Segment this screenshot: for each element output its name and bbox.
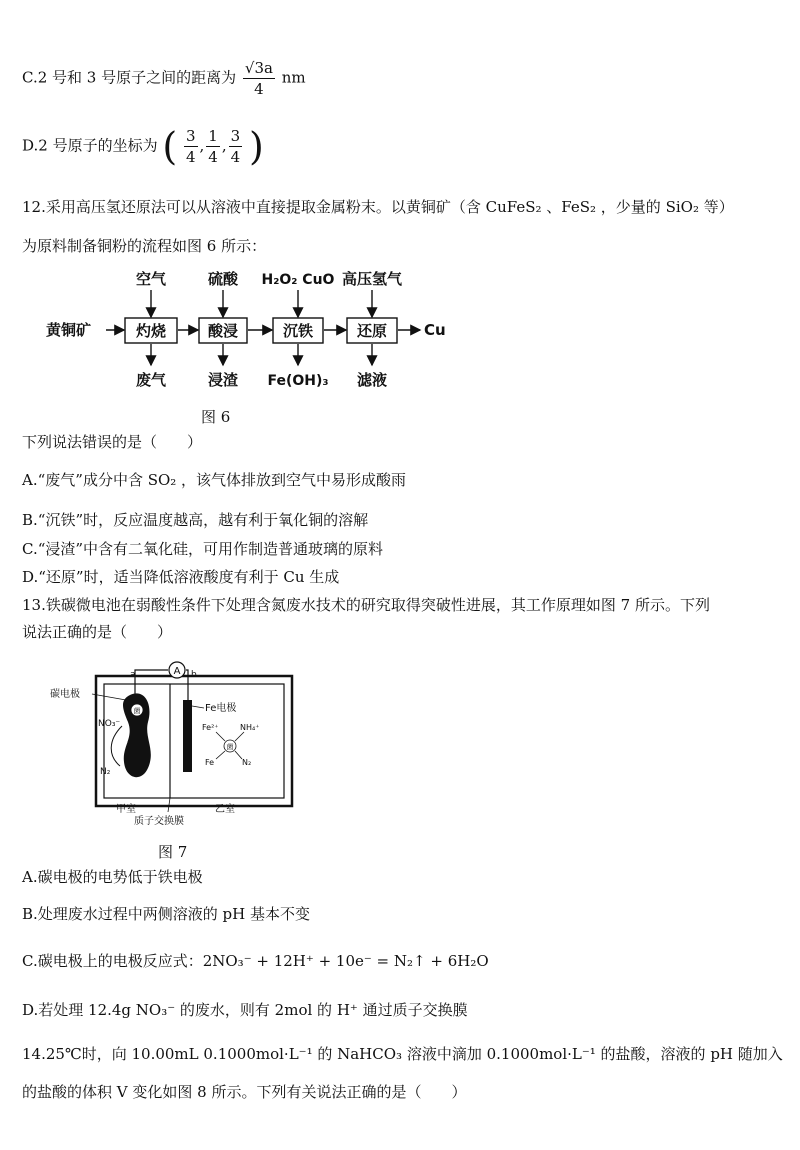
flow-step-output: 浸渣 xyxy=(207,371,239,389)
q13-option-d: D.若处理 12.4g NO₃⁻ 的废水，则有 2mol 的 H⁺ 通过质子交换膜 xyxy=(22,1001,468,1019)
n2-left-label: N₂ xyxy=(100,767,111,777)
coord-fraction xyxy=(184,126,198,167)
bacteria-label: 菌 xyxy=(226,743,234,751)
carbon-electrode-label: 碳电极 xyxy=(50,689,80,700)
flow-input-label: 黄铜矿 xyxy=(46,321,92,339)
flow-step-label: 还原 xyxy=(356,322,388,340)
n2-right-label: N₂ xyxy=(242,758,252,767)
flow-step-input: 空气 xyxy=(135,270,167,288)
q12-prompt: 下列说法错误的是（ ） xyxy=(22,433,203,451)
flow-step-label: 沉铁 xyxy=(282,322,314,340)
q11-option-c-text: C.2 号和 3 号原子之间的距离为 xyxy=(22,68,237,87)
flow-step-input: 高压氢气 xyxy=(341,270,403,288)
q11-option-c-unit: nm xyxy=(281,68,306,87)
fraction-numerator: 3 xyxy=(185,127,196,145)
q14-stem-line2: 的盐酸的体积 V 变化如图 8 所示。下列有关说法正确的是（ ） xyxy=(22,1083,467,1101)
q13-stem-line1: 13.铁碳微电池在弱酸性条件下处理含氮废水技术的研究取得突破性进展，其工作原理如图 7 所示。下列 xyxy=(22,596,710,614)
q12-stem-line2: 为原料制备铜粉的流程如图 6 所示： xyxy=(22,237,267,255)
flow-step-label: 灼烧 xyxy=(135,322,167,340)
fe-electrode-label: Fe电极 xyxy=(205,703,237,714)
fraction-denominator: 4 xyxy=(230,148,241,166)
fraction-denominator: 4 xyxy=(185,148,196,166)
flow-step-input: H₂O₂ CuO xyxy=(261,272,335,288)
fe-electrode xyxy=(183,700,192,772)
q14-stem-line1: 14.25℃时，向 10.00mL 0.1000mol·L⁻¹ 的 NaHCO₃ 溶液中滴加 0.1000mol·L⁻¹ 的盐酸，溶液的 pH 随加入 xyxy=(22,1045,783,1063)
q11-option-d-text: D.2 号原子的坐标为 xyxy=(22,136,158,155)
coord-fraction xyxy=(229,126,243,167)
q12-option-c: C.“浸渣”中含有二氧化硅，可用作制造普通玻璃的原料 xyxy=(22,540,384,558)
flow-diagram-figure6 xyxy=(0,262,800,392)
q13-stem-line2: 说法正确的是（ ） xyxy=(22,623,173,641)
q11-option-c xyxy=(22,58,306,99)
fraction-numerator: √3a xyxy=(244,59,273,77)
q12-option-d: D.“还原”时，适当降低溶液酸度有利于 Cu 生成 xyxy=(22,568,340,586)
fe2-label: Fe²⁺ xyxy=(202,723,219,732)
open-paren: ( xyxy=(162,124,178,169)
flow-step-label: 酸浸 xyxy=(207,322,239,340)
chamber-a-label: 甲室 xyxy=(116,804,136,815)
flow-step-output: Fe(OH)₃ xyxy=(267,373,329,389)
q11-option-d: D.2 号原子的坐标为 ( $\frac{3}{4}$ , $\frac{1}{4}$ , $\frac{3}{4}$ ) xyxy=(22,124,264,169)
flow-step-input: 硫酸 xyxy=(207,270,239,288)
nh4-label: NH₄⁺ xyxy=(240,723,260,732)
fraction-numerator: 1 xyxy=(208,127,218,145)
q13-option-b: B.处理废水过程中两侧溶液的 pH 基本不变 xyxy=(22,905,311,923)
fraction-denominator: 4 xyxy=(208,148,218,166)
coord-fraction xyxy=(206,126,220,167)
electrochemical-cell-figure7 xyxy=(0,650,300,830)
flow-step-output: 滤液 xyxy=(356,371,388,389)
q12-option-b: B.“沉铁”时，反应温度越高，越有利于氧化铜的溶解 xyxy=(22,511,369,529)
fraction-denominator: 4 xyxy=(254,80,264,98)
fraction-numerator: 3 xyxy=(230,127,241,145)
nitrate-label: NO₃⁻ xyxy=(98,719,121,729)
flow-step-output: 废气 xyxy=(135,371,167,389)
fe-label: Fe xyxy=(205,758,215,767)
ammeter-label: A xyxy=(173,666,181,677)
figure7-caption: 图 7 xyxy=(158,843,188,861)
flow-output-label: Cu xyxy=(424,321,446,339)
terminal-b: b xyxy=(191,670,197,680)
q12-option-a: A.“废气”成分中含 SO₂ ，该气体排放到空气中易形成酸雨 xyxy=(22,471,407,489)
figure6-caption: 图 6 xyxy=(201,408,231,426)
chamber-b-label: 乙室 xyxy=(215,804,235,815)
q11-option-c-fraction xyxy=(243,58,275,99)
bacteria-label: 菌 xyxy=(133,707,141,715)
q13-option-a: A.碳电极的电势低于铁电极 xyxy=(22,868,203,886)
close-paren: ) xyxy=(248,124,264,169)
membrane-label: 质子交换膜 xyxy=(134,816,184,827)
q12-stem-line1: 12.采用高压氢还原法可以从溶液中直接提取金属粉末。以黄铜矿（含 CuFeS₂ 、FeS₂ ，少量的 SiO₂ 等） xyxy=(22,198,734,216)
terminal-a: a xyxy=(130,670,136,680)
q13-option-c: C.碳电极上的电极反应式：2NO₃⁻ + 12H⁺ + 10e⁻ = N₂↑ + 6H₂O xyxy=(22,952,489,970)
